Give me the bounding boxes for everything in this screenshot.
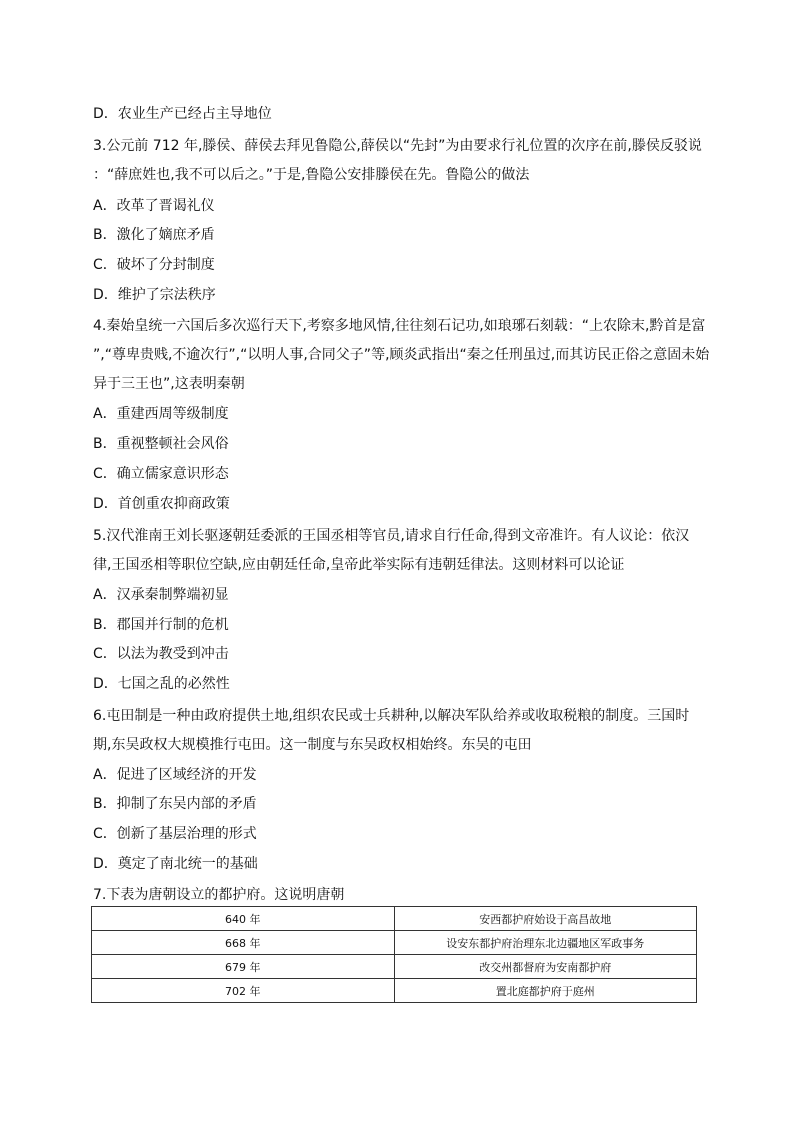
table-cell-year: 702 年 [92,979,395,1003]
q5-option-d: D．七国之乱的必然性 [93,676,230,692]
table-cell-event: 设安东都护府治理东北边疆地区军政事务 [394,931,697,955]
table-row [92,907,697,931]
q6-stem-line-1: 6.屯田制是一种由政府提供土地,组织农民或士兵耕种,以解决军队给养或收取税粮的制度。三国时 [93,708,690,724]
table-cell-event: 置北庭都护府于庭州 [394,979,697,1003]
q5-stem-line-2: 律,王国丞相等职位空缺,应由朝廷任命,皇帝此举实际有违朝廷律法。这则材料可以论证 [93,557,625,573]
table-row [92,931,697,955]
table-row [92,979,697,1003]
q3-option-a: A．改革了晋谒礼仪 [93,198,215,214]
table-cell-year: 640 年 [92,907,395,931]
q2-option-d: D．农业生产已经占主导地位 [93,106,272,122]
q6-option-d: D．奠定了南北统一的基础 [93,856,258,872]
table-cell-year: 668 年 [92,931,395,955]
q3-option-c: C．破坏了分封制度 [93,257,215,273]
q5-stem-line-1: 5.汉代淮南王刘长驱逐朝廷委派的王国丞相等官员,请求自行任命,得到文帝准许。有人议论：依汉 [93,528,690,544]
q6-option-a: A．促进了区域经济的开发 [93,767,257,783]
q3-option-d: D．维护了宗法秩序 [93,287,216,303]
q7-stem: 7.下表为唐朝设立的都护府。这说明唐朝 [93,887,345,903]
q5-option-b: B．郡国并行制的危机 [93,617,229,633]
q6-option-b: B．抑制了东吴内部的矛盾 [93,796,257,812]
q6-stem-line-2: 期,东吴政权大规模推行屯田。这一制度与东吴政权相始终。东吴的屯田 [93,737,532,753]
q3-option-b: B．激化了嫡庶矛盾 [93,227,215,243]
q4-stem-line-3: 异于三王也”,这表明秦朝 [93,376,245,392]
table-cell-event: 安西都护府始设于高昌故地 [394,907,697,931]
table-cell-year: 679 年 [92,955,395,979]
table-cell-event: 改交州都督府为安南都护府 [394,955,697,979]
q4-stem-line-2: ”,“尊卑贵贱,不逾次行”,“以明人事,合同父子”等,顾炎武指出“秦之任刑虽过,而其访民正俗之意固未始 [93,347,710,363]
q5-option-c: C．以法为教受到冲击 [93,646,229,662]
q4-option-b: B．重视整顿社会风俗 [93,436,229,452]
q6-option-c: C．创新了基层治理的形式 [93,826,257,842]
q4-option-a: A．重建西周等级制度 [93,406,229,422]
q3-stem-line-2: ：“薛庶姓也,我不可以后之。”于是,鲁隐公安排滕侯在先。鲁隐公的做法 [93,167,530,183]
q4-option-c: C．确立儒家意识形态 [93,466,229,482]
q5-option-a: A．汉承秦制弊端初显 [93,587,229,603]
dufu-table [91,906,697,1003]
q4-stem-line-1: 4.秦始皇统一六国后多次巡行天下,考察多地风情,往往刻石记功,如琅琊石刻载：“上农除末,黔首是富 [93,318,706,334]
table-row [92,955,697,979]
q3-stem-line-1: 3.公元前 712 年,滕侯、薛侯去拜见鲁隐公,薛侯以“先封”为由要求行礼位置的次序在前,滕侯反驳说 [93,138,702,154]
q4-option-d: D．首创重农抑商政策 [93,496,230,512]
